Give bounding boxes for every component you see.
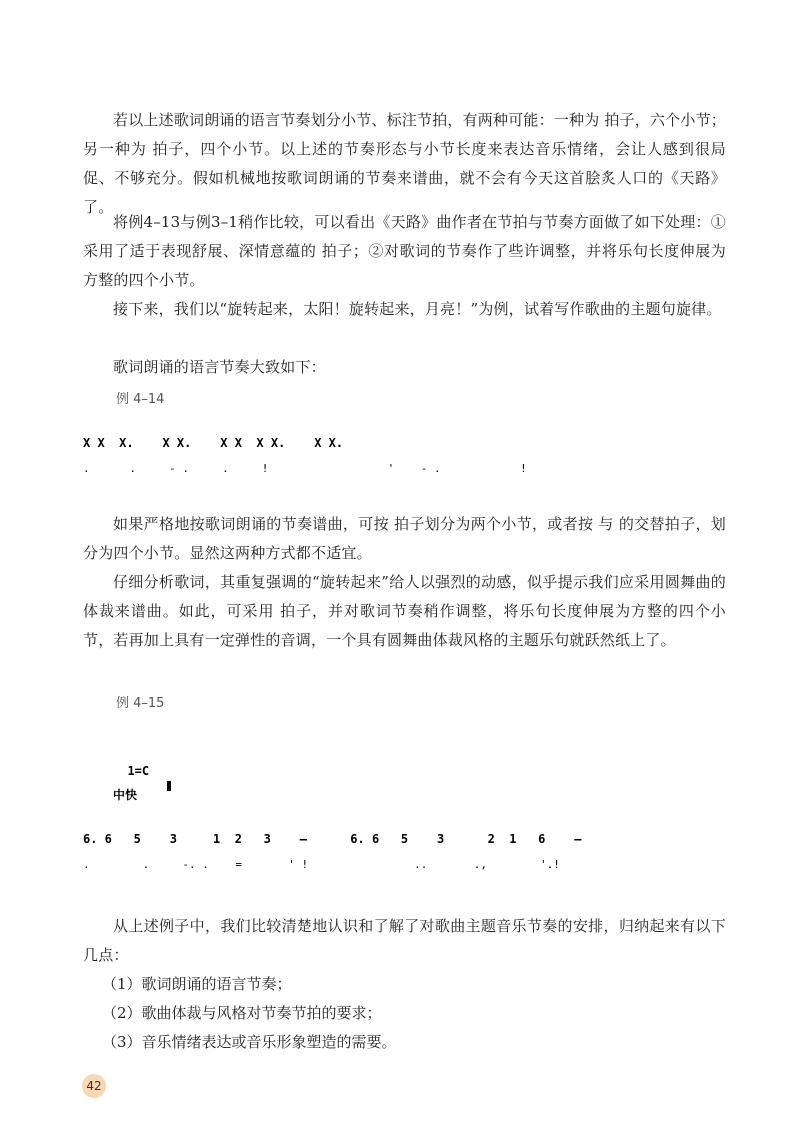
page-number: 42	[86, 1079, 102, 1093]
paragraph-7: 从上述例子中，我们比较清楚地认识和了解了对歌曲主题音乐节奏的安排，归纳起来有以下几点：	[83, 917, 726, 964]
list-item: （3）音乐情绪表达或音乐形象塑造的需要。	[102, 1033, 397, 1051]
list-item: （1）歌词朗诵的语言节奏；	[102, 975, 292, 993]
paragraph-3: 接下来，我们以“旋转起来，太阳！旋转起来，月亮！”为例，试着写作歌曲的主题句旋律。	[113, 300, 722, 318]
melody-underline-4-15: . . -. . = ' ! .. ., '.!	[83, 858, 560, 871]
paragraph-1: 若以上述歌词朗诵的语言节奏划分小节、标注节拍，有两种可能：一种为 拍子，六个小节；另一种为 拍子，四个小节。以上述的节奏形态与小节长度来表达音乐情绪，会让人感到很局促、不够充分。假如机械地按歌词朗诵的节奏来谱曲，就不会有今天这首脍炙人口的《天路》了。	[83, 111, 726, 216]
rhythm-underline-4-14: . . - . . ! ' - . !	[83, 462, 527, 475]
key-signature	[113, 750, 173, 778]
key-signature-text: 1=C	[127, 764, 150, 778]
time-signature-icon	[167, 781, 171, 791]
rhythm-notation-4-14: X X X. X X. X X X X. X X.	[83, 436, 344, 450]
paragraph-6: 仔细分析歌词，其重复强调的“旋转起来”给人以强烈的动感，似乎提示我们应采用圆舞曲的体裁来谱曲。如此，可采用 拍子，并对歌词节奏稍作调整，将乐句长度伸展为方整的四个小节，若再加上具有一定弹性的音调，一个具有圆舞曲体裁风格的主题乐句就跃然纸上了。	[83, 573, 726, 649]
tempo-marking: 中快	[113, 788, 138, 802]
melody-notation-4-15: 6. 6 5 3 1 2 3 – 6. 6 5 3 2 1 6 –	[83, 832, 582, 846]
paragraph-5: 如果严格地按歌词朗诵的节奏谱曲，可按 拍子划分为两个小节，或者按 与 的交替拍子，划分为四个小节。显然这两种方式都不适宜。	[83, 515, 726, 562]
list-item: （2）歌曲体裁与风格对节奏节拍的要求；	[102, 1004, 382, 1022]
example-label-4-14: 例 4–14	[116, 392, 165, 407]
paragraph-2: 将例4–13与例3–1稍作比较，可以看出《天路》曲作者在节拍与节奏方面做了如下处理：①采用了适于表现舒展、深情意蕴的 拍子；②对歌词的节奏作了些许调整，并将乐句长度伸展为方整的四个小节。	[83, 213, 726, 289]
paragraph-4: 歌词朗诵的语言节奏大致如下：	[113, 358, 326, 376]
example-label-4-15: 例 4–15	[116, 696, 165, 711]
page-number-badge	[82, 1074, 106, 1098]
